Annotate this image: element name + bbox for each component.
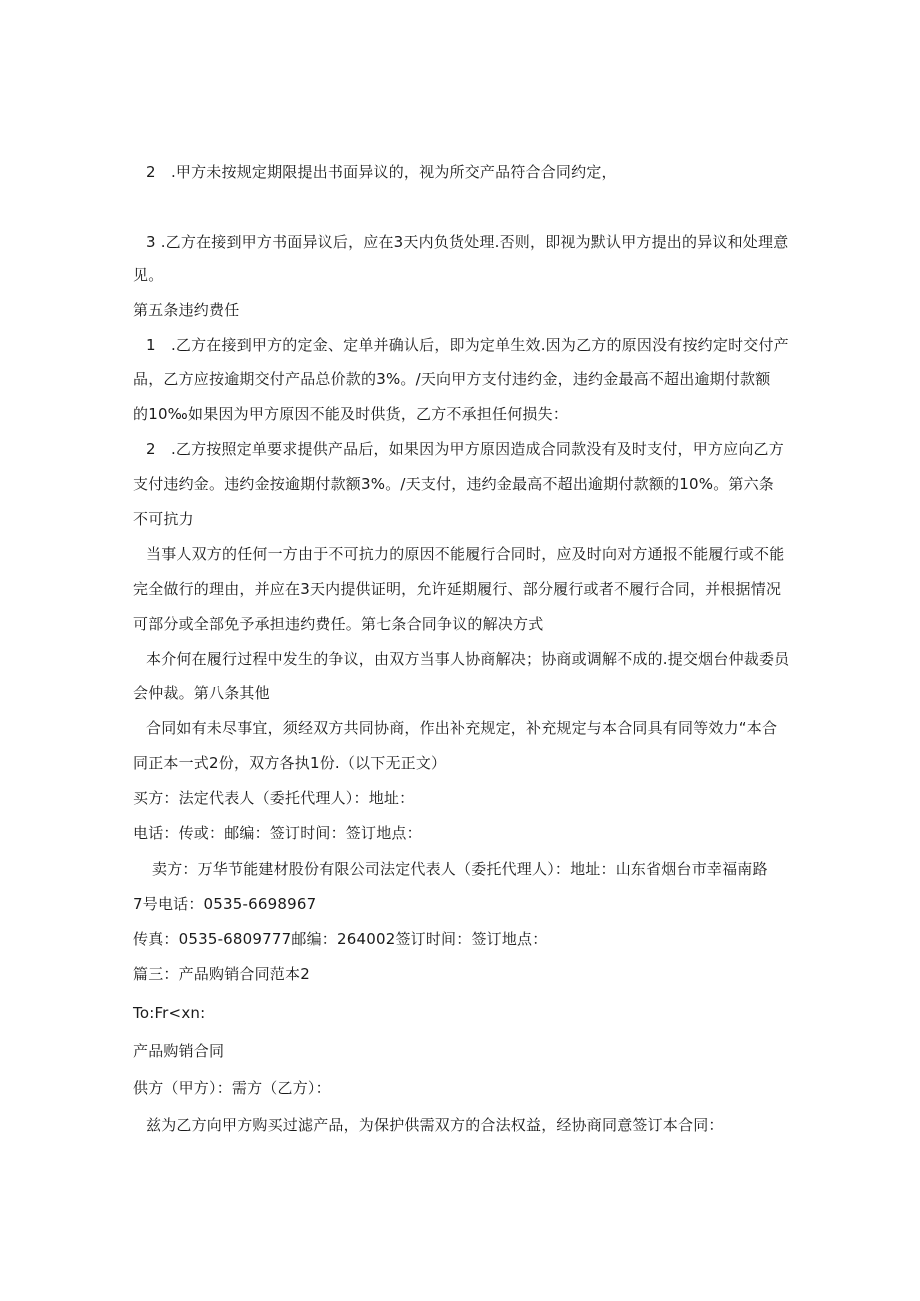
clause-4-3: 3 .乙方在接到甲方书面异议后，应在3天内负货处理.否则，即视为默认甲方提出的异议和处理意 — [146, 233, 789, 251]
article-8-body-cont: 同正本一式2份，双方各执1份.（以下无正文） — [133, 754, 447, 772]
article-5-heading: 第五条违约费任 — [133, 301, 240, 319]
seller-fax-line: 传真：0535-6809777邮编：264002签订时间：签订地点： — [133, 930, 548, 948]
contract-title: 产品购销合同 — [133, 1042, 225, 1060]
clause-5-1: 1 .乙方在接到甲方的定金、定单并确认后，即为定单生效.因为乙方的原因没有按约定时交付产 — [146, 336, 789, 354]
clause-5-2: 2 .乙方按照定单要求提供产品后，如果因为甲方原因造成合同款没有及时支付，甲方应向乙方 — [146, 440, 784, 458]
parties-line: 供方（甲方）：需方（乙方）： — [133, 1079, 331, 1097]
seller-contact-line: 7号电话：0535-6698967 — [133, 895, 317, 913]
article-6-body: 当事人双方的任何一方由于不可抗力的原因不能履行合同时，应及时向对方通报不能履行或不能 — [146, 545, 785, 563]
article-8-body: 合同如有未尽事宜，须经双方共同协商，作出补充规定，补充规定与本合同具有同等效力“本合 — [146, 719, 778, 737]
buyer-contact-line: 电话：传或：邮编：签订时间：签订地点： — [133, 824, 422, 842]
article-6-body-cont-2: 可部分或全部免予承担违约费任。第七条合同争议的解决方式 — [133, 615, 544, 633]
article-7-body: 本介何在履行过程中发生的争议，由双方当事人协商解决；协商或调解不成的.提交烟台仲裁委员 — [146, 650, 790, 668]
article-6-body-cont-1: 完全做行的理由，并应在3天内提供证明，允许延期履行、部分履行或者不履行合同，并根据情况 — [133, 580, 782, 598]
buyer-signature-line: 买方：法定代表人（委托代理人）：地址： — [133, 789, 415, 807]
clause-4-3-cont: 见。 — [133, 266, 164, 284]
preamble-line: 兹为乙方向甲方购买过滤产品，为保护供需双方的合法权益，经协商同意签订本合同： — [146, 1116, 724, 1134]
clause-5-1-cont-1: 品，乙方应按逾期交付产品总价款的3%。/天向甲方支付违约金，违约金最高不超出逾期付款额 — [133, 370, 771, 388]
article-6-heading: 不可抗力 — [133, 510, 194, 528]
clause-4-2: 2 .甲方未按规定期限提出书面异议的，视为所交产品符合合同约定， — [146, 163, 617, 181]
clause-5-2-cont-1: 支付违约金。违约金按逾期付款额3%。/天支付，违约金最高不超出逾期付款额的10%。第六条 — [133, 475, 774, 493]
to-from-line: To:Fr<xn: — [133, 1004, 206, 1022]
article-7-body-cont: 会仲裁。第八条其他 — [133, 684, 270, 702]
seller-signature-line: 卖方：万华节能建材股份有限公司法定代表人（委托代理人）：地址：山东省烟台市幸福南路 — [152, 860, 768, 878]
clause-5-1-cont-2: 的10‰如果因为甲方原因不能及时供货，乙方不承担任何损失： — [133, 405, 569, 423]
section-3-title: 篇三：产品购销合同范本2 — [133, 965, 310, 983]
